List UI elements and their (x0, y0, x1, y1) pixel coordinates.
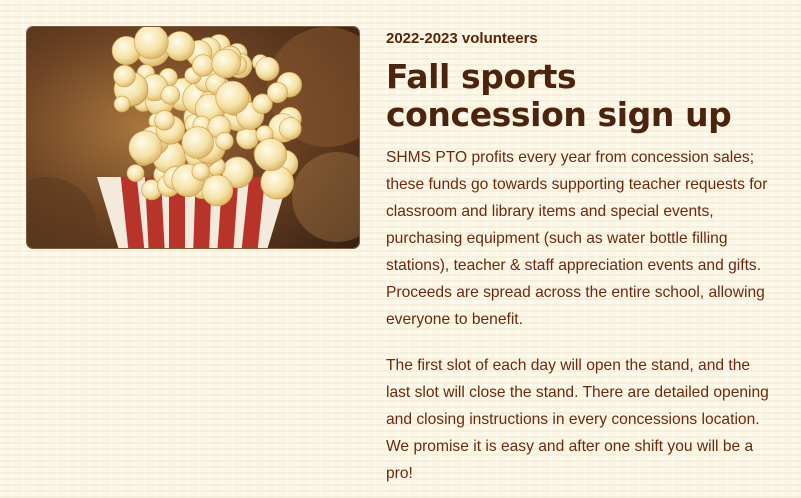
popcorn-kernel (155, 110, 175, 130)
popcorn-kernel (114, 65, 136, 87)
popcorn-kernel (134, 27, 168, 59)
popcorn-kernel (165, 31, 194, 60)
instructions-paragraph: The first slot of each day will open the stand, and the last slot will close the stand. There are detailed opening and closing instructions in every concessions location. We promise it is easy and after one shift you will be a pro! (386, 357, 769, 482)
popcorn-kernel (254, 139, 286, 171)
popcorn-kernel (161, 86, 180, 105)
popcorn-image (26, 26, 360, 249)
popcorn-kernel (114, 96, 130, 112)
popcorn-kernel (127, 165, 144, 182)
description-paragraph: SHMS PTO profits every year from concession sales; these funds go towards supporting teacher requests for classroom and library items and special events, purchasing equipment (such as water bottle filling stations), teacher & staff appreciation events and gifts. Proceeds are spread across the entire school, allowing everyone to benefit. (386, 149, 768, 328)
popcorn-kernel (261, 166, 294, 199)
popcorn-kernel (216, 132, 234, 150)
popcorn-kernel (267, 82, 287, 102)
popcorn-kernel (256, 57, 280, 81)
popcorn-kernel (279, 118, 301, 140)
popcorn-kernel (202, 175, 233, 206)
popcorn-kernel (216, 81, 249, 114)
popcorn-kernel (182, 127, 214, 159)
popcorn-kernel (192, 163, 210, 181)
page-title: Fall sports concession sign up (386, 57, 732, 134)
eyebrow-label: 2022-2023 volunteers (386, 30, 538, 47)
popcorn-kernel (192, 55, 214, 77)
popcorn-kernel (212, 49, 241, 78)
content-column (386, 29, 786, 487)
